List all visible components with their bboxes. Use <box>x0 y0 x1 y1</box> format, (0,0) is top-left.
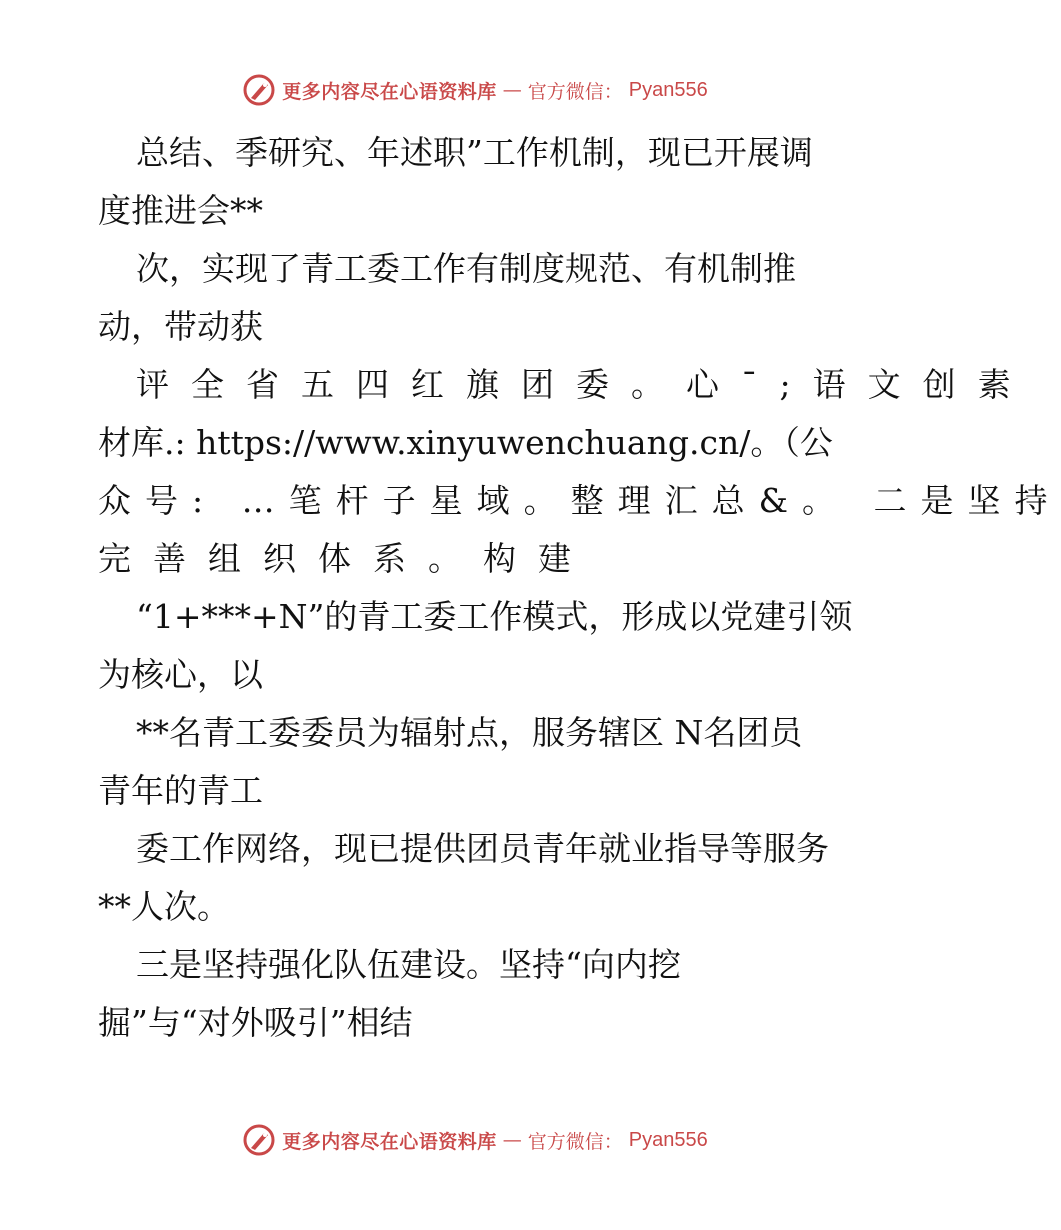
banner-title: 更多内容尽在心语资料库 <box>282 1130 497 1153</box>
wechat-id: Pyan556 <box>628 1128 708 1151</box>
text-line: 三是坚持强化队伍建设。坚持“向内挖 <box>136 945 681 984</box>
text-line: 度推进会** <box>98 191 263 230</box>
wechat-id: Pyan556 <box>628 78 708 101</box>
banner-label: 官方微信： <box>527 80 623 103</box>
footer-banner <box>0 1120 950 1160</box>
text-line: 完善组织体系。构建 <box>98 539 593 578</box>
text-line: 青年的青工 <box>98 771 263 810</box>
pen-nib-seal-icon <box>242 73 276 107</box>
text-line: 掘”与“对外吸引”相结 <box>98 1003 413 1042</box>
header-banner <box>0 70 950 110</box>
text-line: 为核心，以 <box>98 655 263 694</box>
banner-dash: — <box>502 79 522 101</box>
banner-title: 更多内容尽在心语资料库 <box>282 80 497 103</box>
text-line: 评全省五四红旗团委。心¯;语文创素 <box>136 365 1033 404</box>
text-line: 委工作网络，现已提供团员青年就业指导等服务 <box>136 829 829 868</box>
text-line: 总结、季研究、年述职”工作机制，现已开展调 <box>136 133 813 172</box>
banner-label: 官方微信： <box>527 1130 623 1153</box>
header-banner-content <box>242 73 708 107</box>
footer-banner-content <box>242 1123 708 1157</box>
pen-nib-seal-icon <box>242 1123 276 1157</box>
text-line: **人次。 <box>98 887 230 926</box>
document-body <box>98 124 1061 1052</box>
text-line: 次，实现了青工委工作有制度规范、有机制推 <box>136 249 796 288</box>
text-line: 动，带动获 <box>98 307 263 346</box>
banner-dash: — <box>502 1129 522 1151</box>
text-line: **名青工委委员为辐射点，服务辖区 N名团员 <box>136 713 803 752</box>
text-line: 材库.: https://www.xinyuwenchuang.cn/。（公 <box>98 423 833 462</box>
text-line: 众号: …笔杆子星域。整理汇总&。 二是坚持 <box>98 481 1061 520</box>
text-line: “1+***+N”的青工委工作模式，形成以党建引领 <box>136 597 853 636</box>
